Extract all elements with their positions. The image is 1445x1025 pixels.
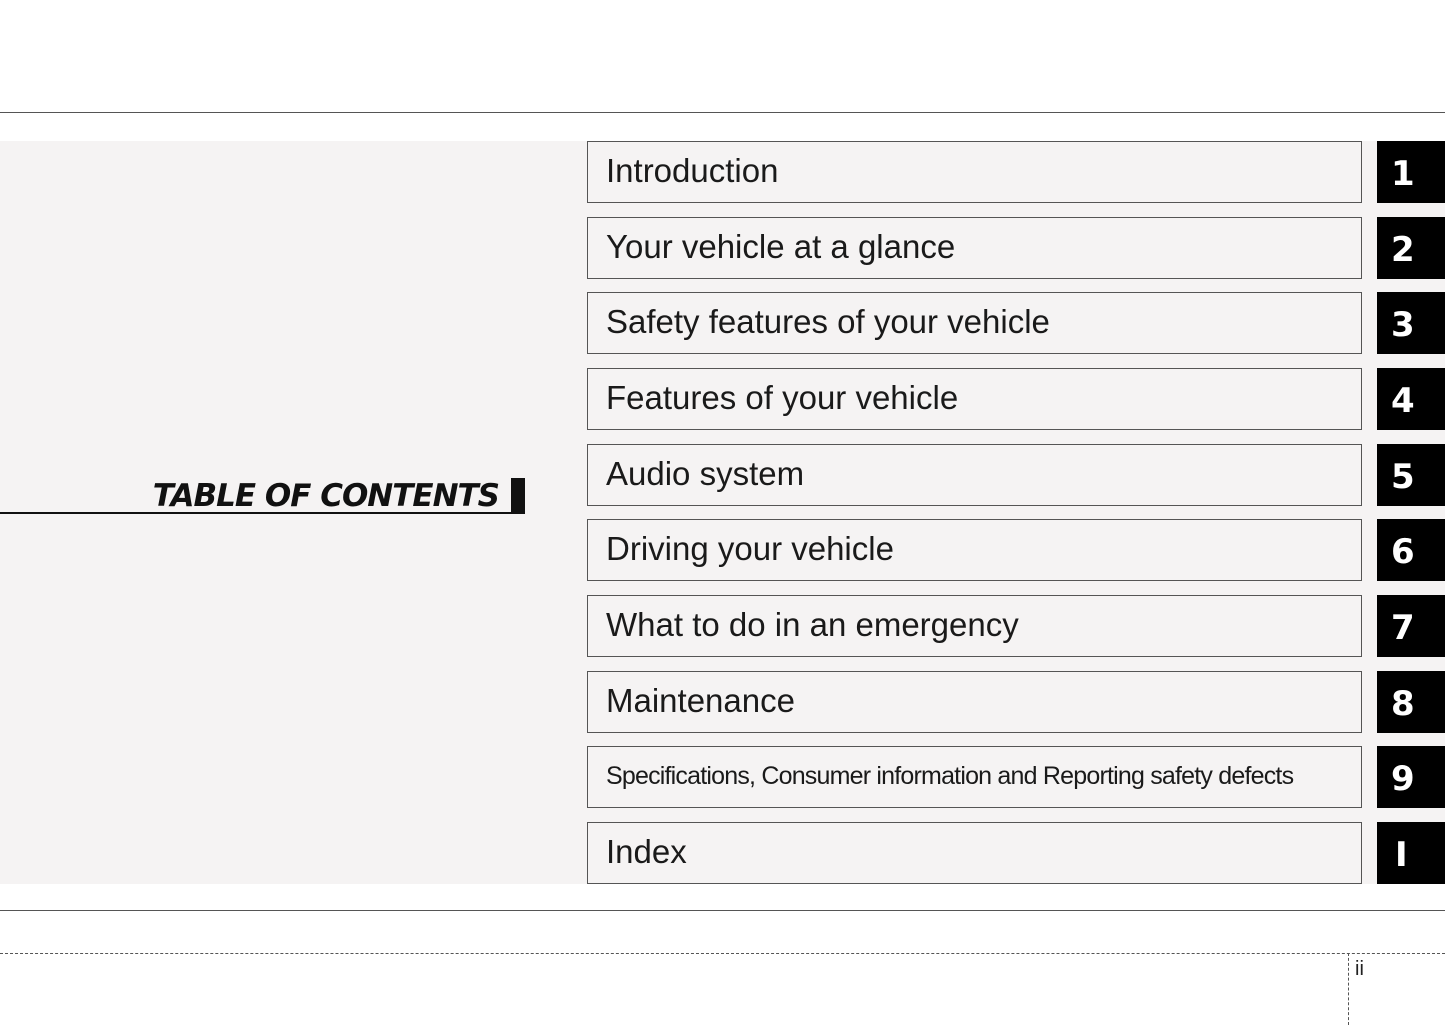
chapter-tab-number: 1	[1391, 154, 1415, 194]
toc-entry-vehicle-at-a-glance[interactable]	[587, 217, 1362, 279]
chapter-tab-number: 7	[1391, 608, 1415, 648]
toc-entry-features[interactable]	[587, 368, 1362, 430]
chapter-tab-5[interactable]	[1377, 444, 1445, 506]
chapter-tab-3[interactable]	[1377, 292, 1445, 354]
toc-entry-emergency[interactable]	[587, 595, 1362, 657]
chapter-tab-6[interactable]	[1377, 519, 1445, 581]
toc-entry-label: Maintenance	[606, 682, 795, 719]
toc-entry-label: Introduction	[606, 152, 779, 189]
chapter-tab-number: 9	[1391, 759, 1415, 799]
toc-entry-label: Features of your vehicle	[606, 379, 959, 416]
toc-entry-label: Your vehicle at a glance	[606, 228, 956, 265]
toc-entry-label: What to do in an emergency	[606, 606, 1019, 643]
chapter-tab-number: 4	[1391, 381, 1415, 421]
toc-entry-label: Driving your vehicle	[606, 530, 894, 567]
toc-title: TABLE OF CONTENTS	[152, 478, 499, 514]
footer-dashed-rule	[0, 953, 1445, 954]
toc-entry-label: Audio system	[606, 455, 805, 492]
chapter-tab-number: 3	[1391, 305, 1415, 345]
footer-dashed-divider	[1348, 953, 1349, 1025]
chapter-tab-index[interactable]	[1377, 822, 1445, 884]
toc-entry-safety-features[interactable]	[587, 292, 1362, 354]
chapter-tab-2[interactable]	[1377, 217, 1445, 279]
chapter-tab-4[interactable]	[1377, 368, 1445, 430]
chapter-tab-8[interactable]	[1377, 671, 1445, 733]
chapter-tab-1[interactable]	[1377, 141, 1445, 203]
toc-heading	[0, 476, 525, 514]
toc-entry-maintenance[interactable]	[587, 671, 1362, 733]
bottom-rule	[0, 910, 1445, 911]
page-number: ii	[1355, 958, 1364, 980]
toc-entry-label: Index	[606, 833, 687, 870]
toc-entry-specifications[interactable]	[587, 746, 1362, 808]
toc-entry-label: Specifications, Consumer information and Reporting safety defects	[606, 762, 1294, 790]
chapter-tab-number: 6	[1391, 532, 1415, 572]
toc-title-bar	[511, 478, 525, 514]
chapter-tab-9[interactable]	[1377, 746, 1445, 808]
chapter-tab-number: 2	[1391, 230, 1415, 270]
toc-entry-driving[interactable]	[587, 519, 1362, 581]
toc-entry-label: Safety features of your vehicle	[606, 303, 1050, 340]
toc-title-underline	[0, 512, 525, 514]
toc-entry-audio-system[interactable]	[587, 444, 1362, 506]
chapter-tab-number: I	[1395, 835, 1408, 875]
top-rule	[0, 112, 1445, 113]
toc-entry-index[interactable]	[587, 822, 1362, 884]
toc-entry-introduction[interactable]	[587, 141, 1362, 203]
chapter-tab-number: 8	[1391, 684, 1415, 724]
chapter-tab-number: 5	[1391, 457, 1415, 497]
chapter-tab-7[interactable]	[1377, 595, 1445, 657]
